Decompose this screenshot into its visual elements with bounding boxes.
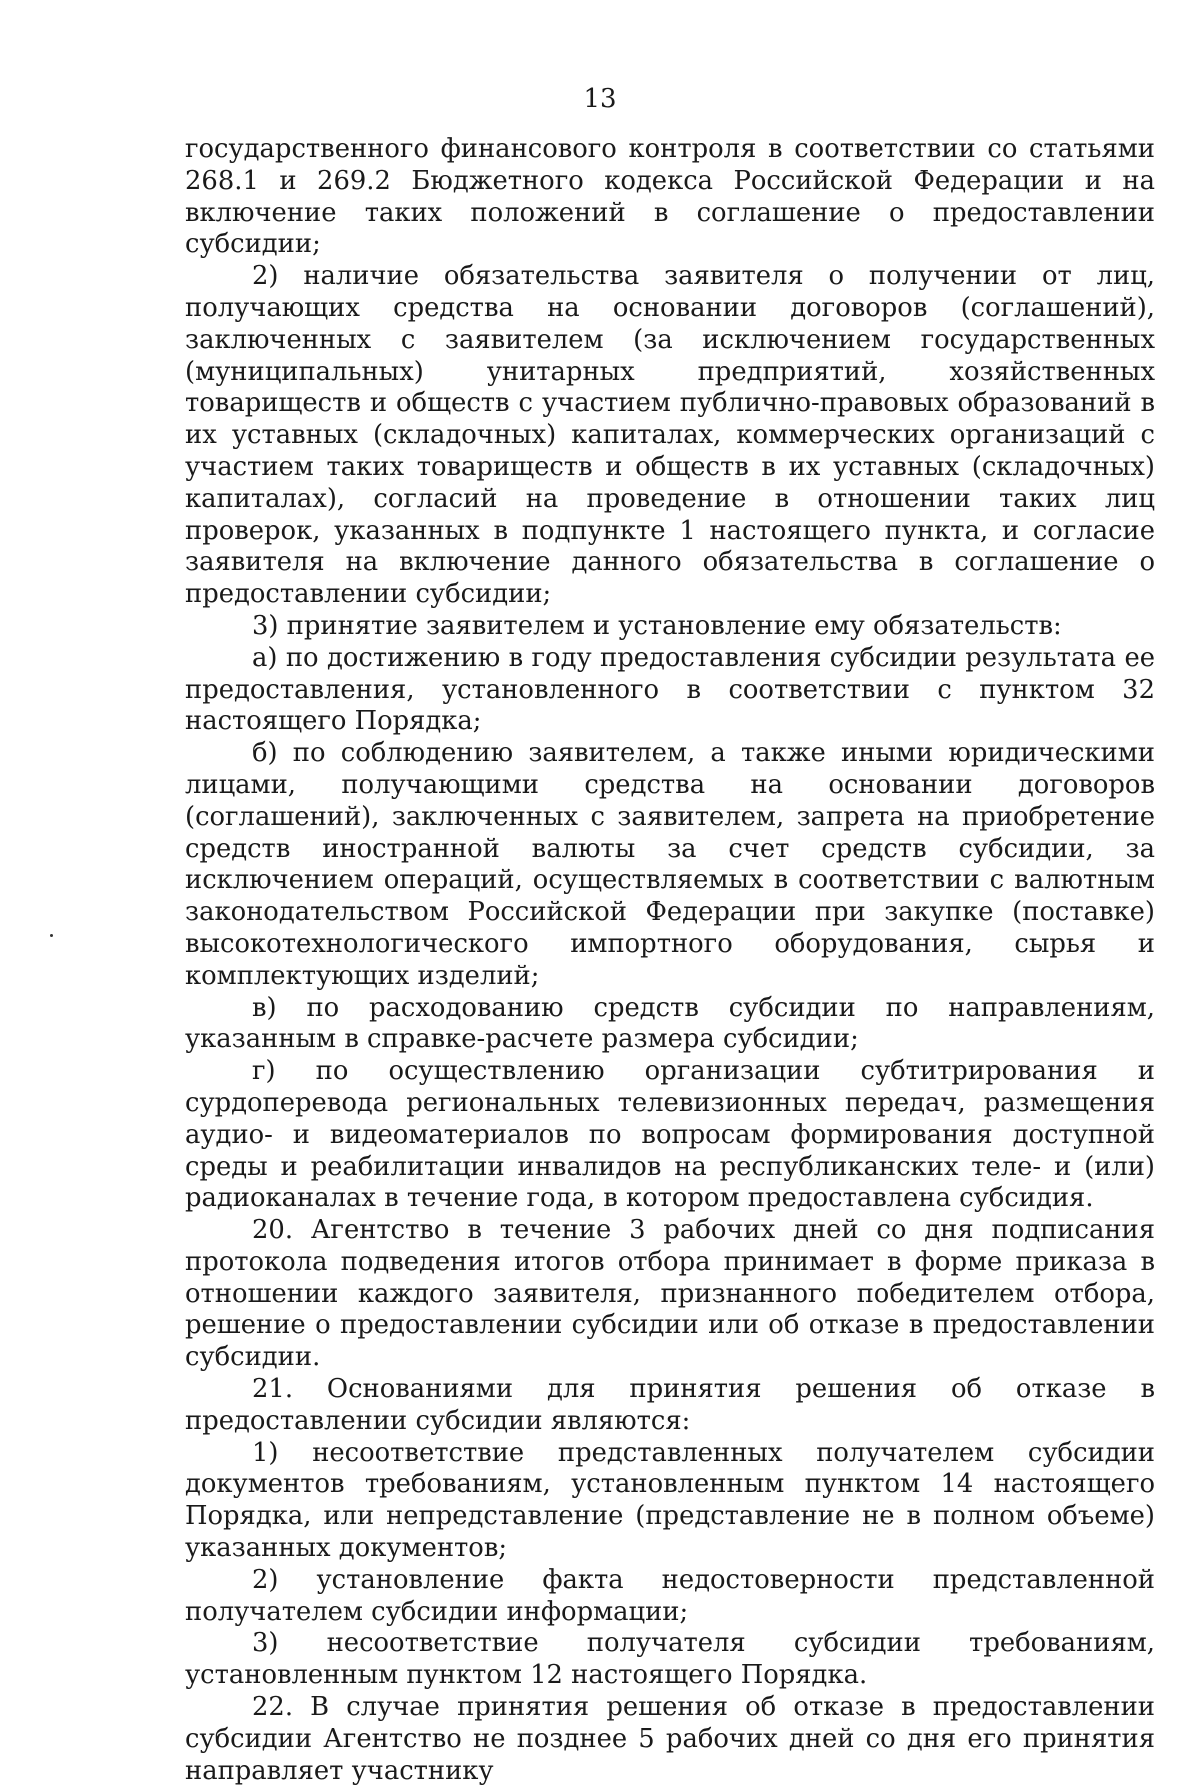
paragraph-subitem-g: г) по осуществлению организации субтитрирования и сурдоперевода региональных телевизионных передач, размещения аудио- и видеоматериалов по вопросам формирования доступной среды и реабилитации инвалидов на республиканских теле- и (или) радиоканалах в течение года, в котором предоставлена субсидия. (185, 1056, 1155, 1214)
scan-speck (50, 934, 53, 937)
paragraph-item-2: 2) наличие обязательства заявителя о получении от лиц, получающих средства на основании договоров (соглашений), заключенных с заявителем (за исключением государственных (муниципальных) унитарных предприятий, хозяйственных товариществ и обществ с участием публично-правовых образований в их уставных (складочных) капиталах, коммерческих организаций с участием таких товариществ и обществ в их уставных (складочных) капиталах), согласий на проведение в отношении таких лиц проверок, указанных в подпункте 1 настоящего пункта, и согласие заявителя на включение данного обязательства в соглашение о предоставлении субсидии; (185, 261, 1155, 610)
paragraph-clause-21-item-1: 1) несоответствие представленных получателем субсидии документов требованиям, установленным пунктом 14 настоящего Порядка, или непредставление (представление не в полном объеме) указанных документов; (185, 1437, 1155, 1564)
paragraph-continuation: государственного финансового контроля в соответствии со статьями 268.1 и 269.2 Бюджетного кодекса Российской Федерации и на включение таких положений в соглашение о предоставлении субсидии; (185, 134, 1155, 260)
document-body (185, 134, 1155, 1787)
paragraph-item-3: 3) принятие заявителем и установление ему обязательств: (252, 610, 1062, 641)
paragraph-clause-21-item-2: 2) установление факта недостоверности представленной получателем субсидии информации; (185, 1564, 1155, 1627)
paragraph-subitem-v: в) по расходованию средств субсидии по направлениям, указанным в справке-расчете размера субсидии; (185, 992, 1155, 1055)
paragraph-subitem-a: а) по достижению в году предоставления субсидии результата ее предоставления, установленного в соответствии с пунктом 32 настоящего Порядка; (185, 642, 1155, 737)
paragraph-clause-21: 21. Основаниями для принятия решения об отказе в предоставлении субсидии являются: (185, 1374, 1155, 1436)
page-number: 13 (583, 84, 617, 114)
paragraph-clause-22: 22. В случае принятия решения об отказе в предоставлении субсидии Агентство не позднее 5 рабочих дней со дня его принятия направляет участнику (185, 1692, 1155, 1786)
paragraph-subitem-b: б) по соблюдению заявителем, а также иными юридическими лицами, получающими средства на основании договоров (соглашений), заключенных с заявителем, запрета на приобретение средств иностранной валюты за счет средств субсидии, за исключением операций, осуществляемых в соответствии с валютным законодательством Российской Федерации при закупке (поставке) высокотехнологического импортного оборудования, сырья и комплектующих изделий; (185, 738, 1155, 991)
paragraph-clause-21-item-3: 3) несоответствие получателя субсидии требованиям, установленным пунктом 12 настоящего Порядка. (185, 1628, 1155, 1691)
paragraph-clause-20: 20. Агентство в течение 3 рабочих дней со дня подписания протокола подведения итогов отбора принимает в форме приказа в отношении каждого заявителя, признанного победителем отбора, решение о предоставлении субсидии или об отказе в предоставлении субсидии. (185, 1215, 1155, 1373)
